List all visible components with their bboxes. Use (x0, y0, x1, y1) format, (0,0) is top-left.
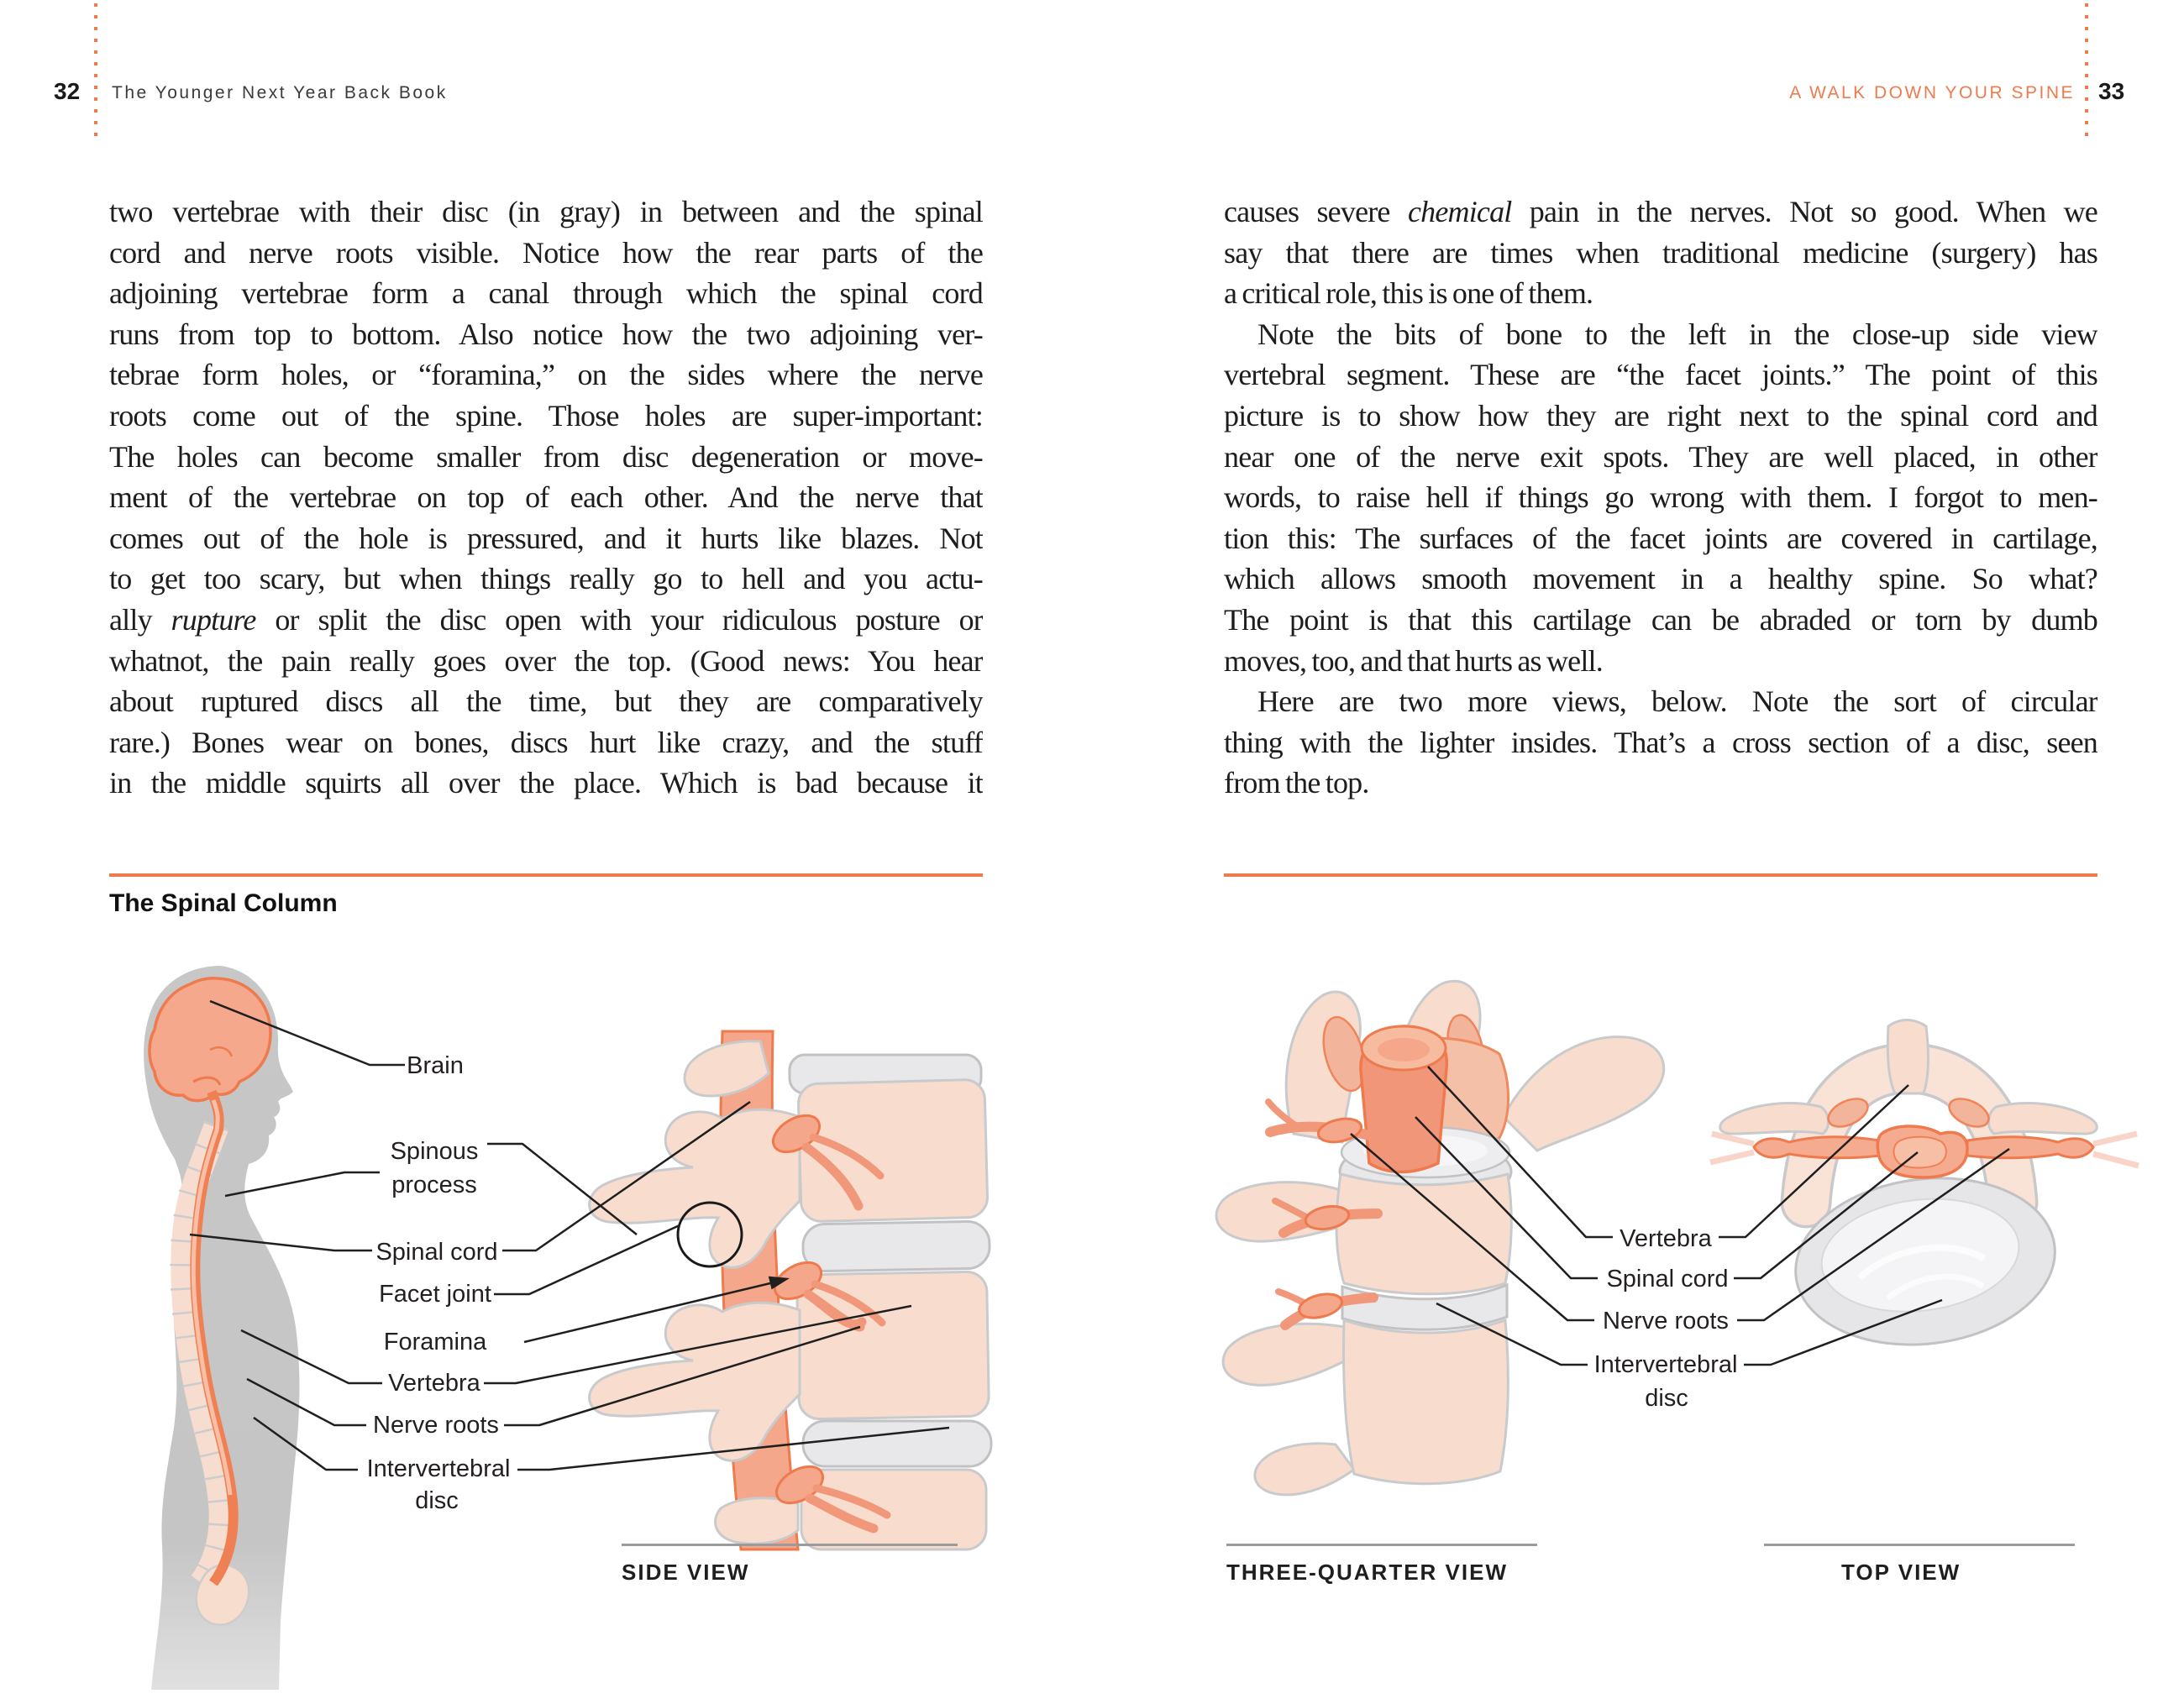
right-figure-rule (1224, 873, 2097, 877)
label-spinous-process-line2: process (391, 1172, 477, 1198)
body-text-line: cord and nerve roots visible. Notice how the rear parts of the (109, 235, 983, 270)
body-text-line: near one of the nerve exit spots. They are well placed, in other (1224, 439, 2097, 474)
body-text-line: roots come out of the spine. Those holes are super-important: (109, 398, 983, 433)
body-text-line: from the top. (1224, 766, 1369, 800)
body-text-line: which allows smooth movement in a healthy spine. So what? (1224, 562, 2097, 596)
right-figure-labels (1594, 1225, 1738, 1412)
body-text-line: runs from top to bottom. Also notice how the two adjoining ver- (109, 317, 983, 351)
vertebra-views-figure (1210, 924, 2184, 1704)
body-text-line: words, to raise hell if things go wrong with them. I forgot to men- (1224, 480, 2097, 515)
side-view-caption-rule (622, 1544, 958, 1546)
label-spinal-cord: Spinal cord (375, 1239, 498, 1266)
body-text-line: picture is to show how they are right next to the spinal cord and (1224, 398, 2097, 433)
label-nerve-roots: Nerve roots (1603, 1308, 1729, 1334)
body-text-line: vertebral segment. These are “the facet joints.” The point of this (1224, 358, 2097, 392)
body-text-line: to get too scary, but when things really go to hell and you actu- (109, 562, 983, 596)
side-view-vertebral-body-1 (798, 1079, 988, 1222)
side-view-disc-1 (803, 1221, 990, 1271)
right-running-head: A WALK DOWN YOUR SPINE (1789, 83, 2075, 102)
left-figure-labels (367, 1052, 511, 1514)
body-text-line: ally rupture or split the disc open with your ridiculous posture or (109, 602, 983, 637)
body-text-line: causes severe chemical pain in the nerves. Not so good. When we (1224, 195, 2097, 228)
body-text-line: Here are two more views, below. Note the sort of circular (1257, 684, 2097, 719)
body-text-line: comes out of the hole is pressured, and it hurts like blazes. Not (109, 521, 983, 555)
body-text-line: ment of the vertebrae on top of each other. And the nerve that (109, 480, 983, 515)
body-text-line: The point is that this cartilage can be abraded or torn by dumb (1224, 602, 2097, 637)
left-figure-rule (109, 873, 983, 877)
body-text-line: tion this: The surfaces of the facet joints are covered in cartilage, (1224, 521, 2097, 555)
body-text-line: in the middle squirts all over the place. Which is bad because it (109, 766, 983, 800)
top-view-caption: TOP VIEW (1841, 1560, 1961, 1585)
figure-heading: The Spinal Column (109, 889, 338, 917)
top-view-illustration (1710, 1020, 2139, 1360)
side-view-vertebral-body-2 (797, 1271, 990, 1419)
body-text-line: a critical role, this is one of them. (1224, 276, 1593, 311)
body-text-line: whatnot, the pain really goes over the top. (Good news: You hear (109, 643, 983, 678)
three-quarter-vertebral-body (1336, 1174, 1511, 1294)
left-dotted-divider (94, 3, 97, 139)
top-view-spinous-process (1887, 1020, 1928, 1094)
top-view-caption-rule (1764, 1544, 2075, 1546)
side-view-caption: SIDE VIEW (622, 1560, 750, 1585)
body-text-line: moves, too, and that hurts as well. (1224, 643, 1603, 678)
label-intervertebral-disc-line1: Intervertebral (366, 1455, 511, 1482)
body-text-line: tebrae form holes, or “foramina,” on the sides where the nerve (109, 358, 983, 392)
three-quarter-lower-body (1344, 1320, 1509, 1484)
right-dotted-divider (2085, 3, 2088, 139)
body-text-line: say that there are times when traditional medicine (surgery) has (1224, 235, 2097, 270)
label-intervertebral-disc-line2: disc (1645, 1385, 1688, 1412)
right-page-number: 33 (2098, 78, 2125, 104)
three-quarter-spinal-cord (1361, 1026, 1446, 1172)
three-quarter-view-caption: THREE-QUARTER VIEW (1226, 1560, 1508, 1585)
label-foramina: Foramina (383, 1329, 487, 1355)
label-vertebra: Vertebra (1620, 1225, 1712, 1252)
body-text-line: The holes can become smaller from disc degeneration or move- (109, 439, 983, 474)
left-page-text-column (109, 191, 983, 804)
label-intervertebral-disc-line2: disc (415, 1487, 459, 1514)
side-view-illustration (524, 1031, 991, 1549)
body-text-line: about ruptured discs all the time, but they are comparatively (109, 684, 983, 719)
human-silhouette (144, 966, 299, 1690)
left-running-head: The Younger Next Year Back Book (112, 83, 448, 102)
label-spinous-process-line1: Spinous (390, 1138, 479, 1165)
left-page-number: 32 (54, 78, 81, 104)
body-text-line: thing with the lighter insides. That’s a cross section of a disc, seen (1224, 725, 2097, 759)
label-spinal-cord: Spinal cord (1606, 1266, 1729, 1292)
right-page-text-column (1224, 191, 2097, 804)
label-brain: Brain (407, 1052, 464, 1079)
three-quarter-caption-rule (1226, 1544, 1537, 1546)
side-view-disc-2 (803, 1421, 991, 1466)
label-intervertebral-disc-line1: Intervertebral (1593, 1351, 1738, 1378)
body-text-line: rare.) Bones wear on bones, discs hurt like crazy, and the stuff (109, 725, 983, 759)
body-text-line: adjoining vertebrae form a canal through which the spinal cord (109, 276, 983, 311)
body-text-line: Note the bits of bone to the left in the close-up side view (1257, 317, 2097, 351)
label-facet-joint: Facet joint (379, 1281, 491, 1308)
label-nerve-roots: Nerve roots (373, 1412, 499, 1439)
body-text-line: two vertebrae with their disc (in gray) in between and the spinal (109, 195, 983, 228)
spinal-column-side-figure (84, 924, 1008, 1704)
label-vertebra: Vertebra (388, 1370, 480, 1397)
